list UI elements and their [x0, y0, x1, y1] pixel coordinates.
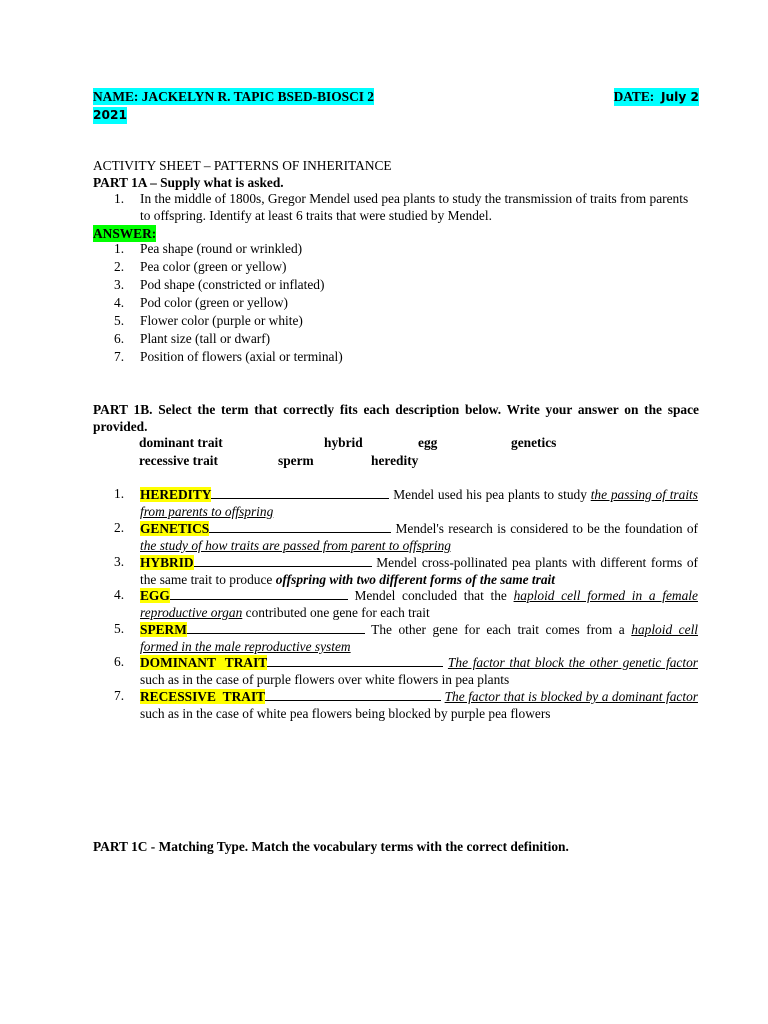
- page-title: ACTIVITY SHEET – PATTERNS OF INHERITANCE: [93, 158, 392, 173]
- answer-text: DOMINANT TRAIT: [140, 655, 268, 670]
- date-value: July 2: [660, 90, 699, 104]
- answer-blank: [194, 553, 372, 567]
- description-text: contributed one gene for each trait: [245, 605, 430, 620]
- part1b-heading: PART 1B. Select the term that correctly fits each description below. Write your answer on the space provided.: [93, 402, 699, 434]
- item-number: 5.: [114, 313, 125, 328]
- item-number: 5.: [114, 621, 125, 636]
- term: hybrid: [324, 435, 363, 450]
- item-text: Pea color (green or yellow): [140, 259, 287, 274]
- answer-blank: [211, 485, 389, 499]
- item-number: 1.: [114, 241, 125, 256]
- part1a-heading: PART 1A – Supply what is asked.: [93, 175, 284, 190]
- answer-text: SPERM: [140, 622, 187, 637]
- item-text: Plant size (tall or dwarf): [140, 331, 271, 346]
- item-number: 4.: [114, 587, 125, 602]
- answer-text: HEREDITY: [140, 487, 212, 502]
- date-year: 2021: [93, 108, 127, 122]
- student-name: NAME: JACKELYN R. TAPIC BSED-BIOSCI 2: [93, 89, 374, 104]
- term: sperm: [278, 453, 314, 468]
- description-bold-italic: offspring with two different forms of the same trait: [275, 572, 555, 587]
- date: [614, 88, 699, 106]
- answer-blank: [265, 687, 441, 701]
- item-text: Flower color (purple or white): [140, 313, 303, 328]
- item-number: 7.: [114, 349, 125, 364]
- part1c-heading: PART 1C - Matching Type. Match the vocabulary terms with the correct definition.: [93, 839, 569, 854]
- term: recessive trait: [139, 453, 218, 468]
- question-number: 1.: [114, 191, 125, 206]
- item-number: 2.: [114, 520, 125, 535]
- answer-blank: [170, 586, 348, 600]
- item-number: 6.: [114, 654, 125, 669]
- item-number: 6.: [114, 331, 125, 346]
- answer-blank: [267, 653, 443, 667]
- answer-text: HYBRID: [140, 555, 194, 570]
- description-text: Mendel used his pea plants to study: [393, 487, 587, 502]
- term: heredity: [371, 453, 419, 468]
- item-text: Pod color (green or yellow): [140, 295, 288, 310]
- description-italic: the study of how traits are passed from parent to offspring: [140, 538, 451, 553]
- answer-blank: [187, 620, 365, 634]
- term: dominant trait: [139, 435, 223, 450]
- description-text: Mendel's research is considered to be the foundation of: [395, 521, 698, 536]
- item-text: Pea shape (round or wrinkled): [140, 241, 303, 256]
- item-number: 3.: [114, 277, 125, 292]
- date-label: DATE:: [613, 89, 655, 104]
- item-text: Position of flowers (axial or terminal): [140, 349, 343, 364]
- item-number: 1.: [114, 486, 125, 501]
- description-text: Mendel cross-pollinated pea plants with different forms of the same trait to produce: [140, 555, 698, 587]
- description-italic: the passing of traits from parents to offspring: [140, 487, 698, 519]
- term: egg: [418, 435, 438, 450]
- answer-blank: [209, 519, 391, 533]
- answer-label: ANSWER:: [93, 226, 157, 241]
- item-text: Pod shape (constricted or inflated): [140, 277, 325, 292]
- description-italic: The factor that is blocked by a dominant factor: [444, 689, 698, 704]
- answer-text: EGG: [140, 588, 170, 603]
- item-number: 7.: [114, 688, 125, 703]
- description-text: such as in the case of white pea flowers being blocked by purple pea flowers: [140, 706, 551, 721]
- description-italic: haploid cell formed in a female reproductive organ: [140, 588, 698, 620]
- question-text: In the middle of 1800s, Gregor Mendel used pea plants to study the transmission of traits from parents to offspring. Identify at least 6 traits that were studied by Mendel.: [140, 191, 689, 223]
- term: genetics: [511, 435, 557, 450]
- answer-text: RECESSIVE TRAIT: [140, 689, 266, 704]
- description-italic: haploid cell formed in the male reproductive system: [140, 622, 699, 654]
- item-number: 2.: [114, 259, 125, 274]
- description-text: such as in the case of purple flowers over white flowers in pea plants: [140, 672, 510, 687]
- answer-text: GENETICS: [140, 521, 210, 536]
- item-number: 4.: [114, 295, 125, 310]
- item-number: 3.: [114, 554, 125, 569]
- description-text: Mendel concluded that the: [354, 588, 507, 603]
- description-text: The other gene for each trait comes from a: [371, 622, 625, 637]
- description-italic: The factor that block the other genetic factor: [447, 655, 698, 670]
